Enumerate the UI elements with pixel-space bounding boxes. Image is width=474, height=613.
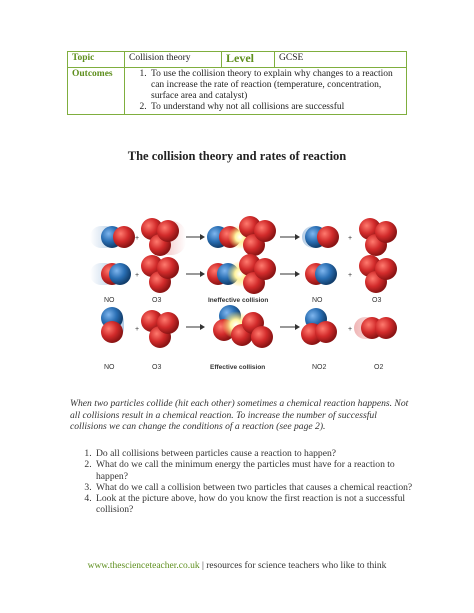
- oxygen-atom: [101, 321, 123, 343]
- row2-collision: [207, 254, 276, 294]
- oxygen-atom: [113, 226, 135, 248]
- label-no-left: NO: [104, 297, 115, 304]
- nitrogen-atom: [315, 263, 337, 285]
- footer-tagline: | resources for science teachers who like to think: [199, 561, 387, 571]
- topic-value: Collision theory: [129, 53, 191, 63]
- outcome-item: 2. To understand why not all collisions are successful: [149, 102, 402, 113]
- footer: [0, 561, 474, 571]
- level-label: Level: [226, 51, 254, 65]
- plus-sign: +: [135, 235, 140, 242]
- plus-sign: +: [135, 326, 140, 333]
- footer-site-link[interactable]: www.thescienceteacher.co.uk: [87, 561, 200, 571]
- row3-reactants: [100, 307, 179, 348]
- label-o3-left: O3: [152, 297, 162, 304]
- level-value-cell: [275, 52, 407, 68]
- oxygen-atom: [317, 226, 339, 248]
- topic-label-cell: [68, 52, 125, 68]
- oxygen-atom: [375, 258, 397, 280]
- row1-products: [302, 218, 397, 256]
- plus-sign: +: [348, 272, 353, 279]
- oxygen-atom: [251, 326, 273, 348]
- collision-figure: [90, 213, 400, 383]
- outcomes-label: Outcomes: [72, 69, 113, 79]
- row2-reactants: [90, 255, 179, 293]
- plus-sign: +: [135, 272, 140, 279]
- topic-label: Topic: [72, 53, 95, 63]
- arrow-head: [200, 271, 205, 277]
- row1-collision: [207, 216, 276, 256]
- outcomes-label-cell: [68, 68, 125, 115]
- label-no2-right: NO2: [312, 364, 327, 371]
- label-o3-right: O3: [372, 297, 382, 304]
- label-o2-right: O2: [374, 364, 384, 371]
- row3-collision: [213, 305, 273, 348]
- oxygen-atom: [157, 312, 179, 334]
- arrow-head: [295, 271, 300, 277]
- topic-value-cell: [125, 52, 222, 68]
- row3-products: [301, 308, 397, 345]
- level-value: GCSE: [279, 53, 304, 63]
- oxygen-atom: [157, 220, 179, 242]
- header-table: [67, 51, 407, 115]
- plus-sign: +: [348, 235, 353, 242]
- label-o3-left: O3: [152, 364, 162, 371]
- collision-diagram: [90, 213, 400, 383]
- oxygen-atom: [315, 321, 337, 343]
- question-item: 4. Look at the picture above, how do you know the first reaction is not a successful collision?: [94, 493, 424, 516]
- intro-paragraph: When two particles collide (hit each other) sometimes a chemical reaction happens. Not all collisions result in a chemical reaction. To increase the number of successful collisions we can change the conditions of a reaction (see page 2).: [70, 398, 409, 432]
- row2-products: [305, 255, 397, 293]
- arrow-head: [295, 324, 300, 330]
- outcomes-list: [129, 69, 402, 113]
- level-label-cell: [222, 52, 275, 68]
- question-item: 2. What do we call the minimum energy the particles must have for a reaction to happen?: [94, 459, 424, 482]
- questions-list: [70, 448, 424, 516]
- oxygen-atom: [157, 257, 179, 279]
- arrow-head: [295, 234, 300, 240]
- label-no-right: NO: [312, 297, 323, 304]
- nitrogen-atom: [109, 263, 131, 285]
- oxygen-atom: [254, 220, 276, 242]
- plus-sign: +: [348, 326, 353, 333]
- question-item: 1. Do all collisions between particles cause a reaction to happen?: [94, 448, 424, 459]
- page-title: The collision theory and rates of reaction: [127, 149, 347, 163]
- oxygen-atom: [254, 258, 276, 280]
- label-effective-collision: Effective collision: [210, 364, 266, 371]
- label-no-left: NO: [104, 364, 115, 371]
- row1-reactants: [90, 218, 186, 256]
- arrow-head: [200, 324, 205, 330]
- oxygen-atom: [375, 317, 397, 339]
- outcome-item: 1. To use the collision theory to explain why changes to a reaction can increase the rate of reaction (temperature, concentration, surface area and catalyst): [149, 69, 402, 102]
- label-ineffective-collision: Ineffective collision: [208, 297, 269, 304]
- question-item: 3. What do we call a collision between two particles that causes a chemical reaction?: [94, 482, 424, 493]
- oxygen-atom: [375, 221, 397, 243]
- outcomes-cell: [125, 68, 407, 115]
- arrow-head: [200, 234, 205, 240]
